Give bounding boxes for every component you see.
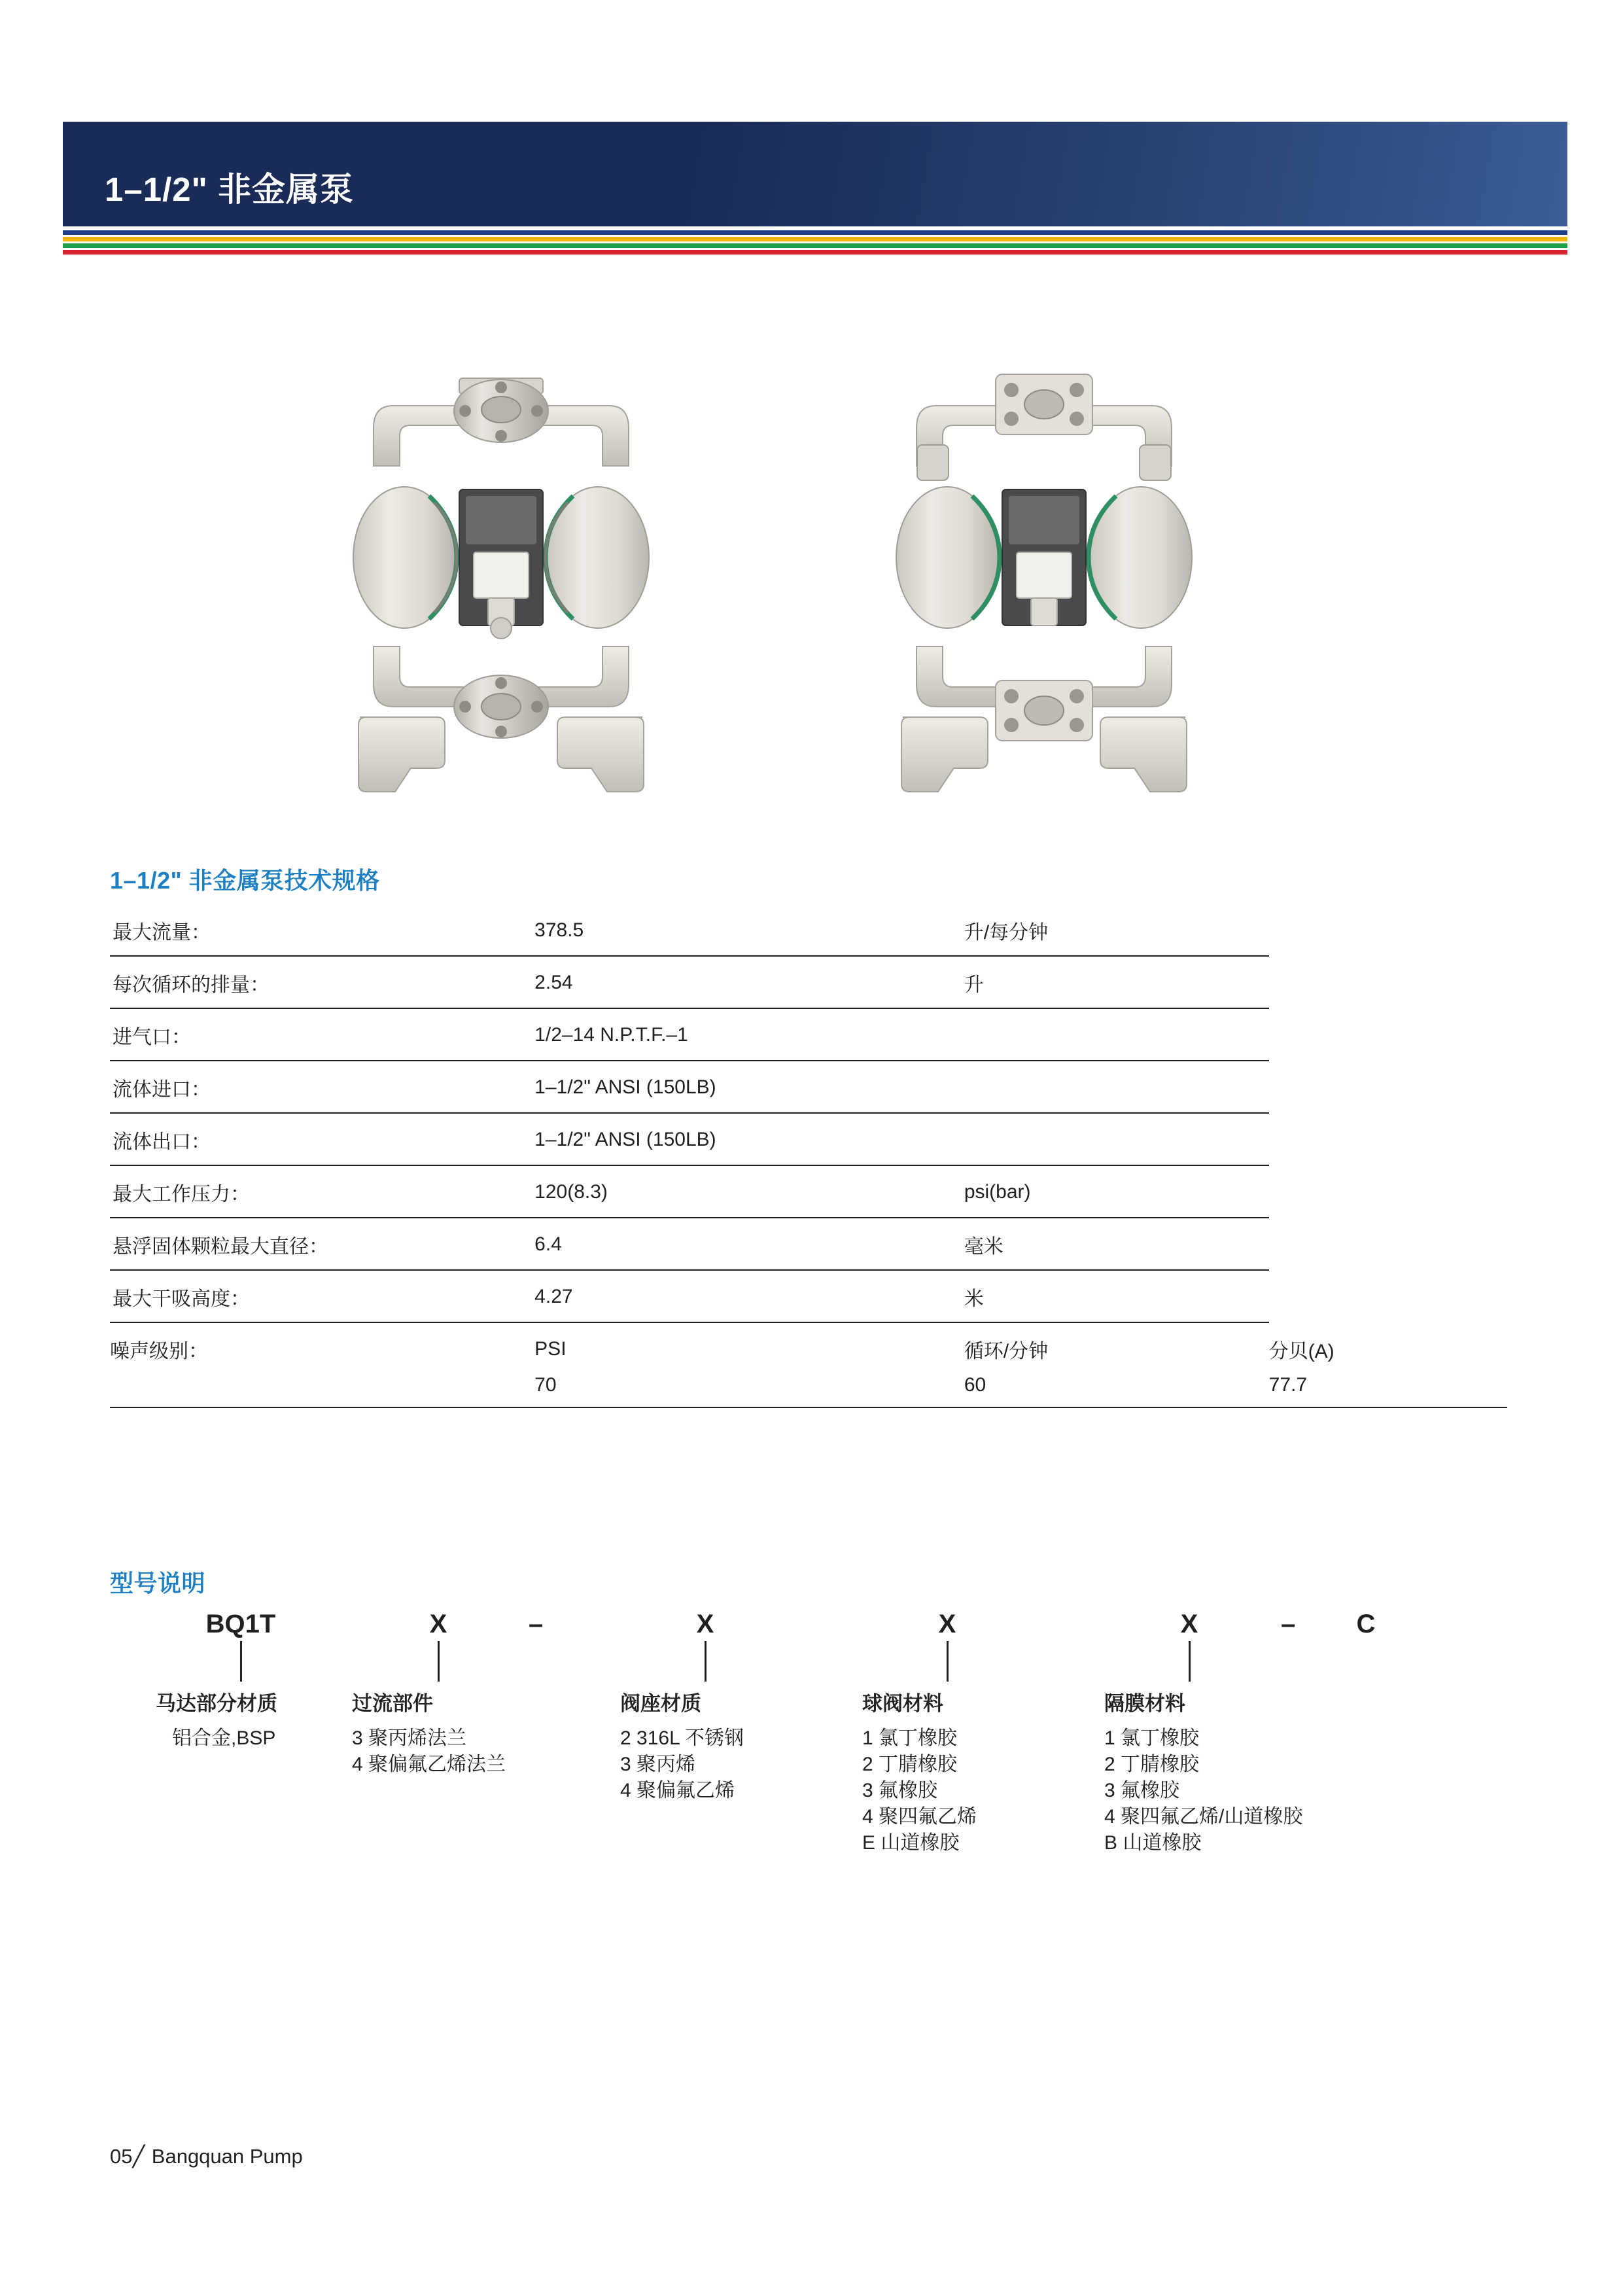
col-item: 2 316L 不锈钢 xyxy=(620,1727,744,1749)
footer-page-number: 05 xyxy=(110,2145,133,2168)
spec-label: 最大流量： xyxy=(110,904,534,956)
spec-label: 最大干吸高度： xyxy=(110,1270,534,1322)
spec-label: 最大工作压力： xyxy=(110,1165,534,1218)
table-row-noise-header xyxy=(110,1322,1507,1369)
col-item: B 山道橡胶 xyxy=(1104,1832,1202,1854)
col-item: 3 聚丙烯法兰 xyxy=(352,1727,467,1749)
table-row xyxy=(110,1270,1507,1322)
pump-illustration-bolted xyxy=(874,327,1214,811)
col-item: E 山道橡胶 xyxy=(862,1832,960,1854)
page-title: 1–1/2" 非金属泵 xyxy=(105,171,354,208)
spec-table xyxy=(110,904,1507,1408)
noise-value-psi: 70 xyxy=(534,1369,964,1407)
code-token-seat: X xyxy=(696,1610,714,1638)
spec-value: 2.54 xyxy=(534,956,964,1008)
footer xyxy=(110,2145,303,2168)
spec-value: 1/2–14 N.P.T.F.–1 xyxy=(534,1008,964,1061)
rule-red xyxy=(63,250,1567,255)
code-token-ball: X xyxy=(938,1610,956,1638)
col-item: 3 氟橡胶 xyxy=(862,1780,938,1801)
footer-brand: Bangquan Pump xyxy=(151,2145,303,2168)
table-row xyxy=(110,956,1507,1008)
stem-ball xyxy=(947,1641,949,1682)
spec-label: 进气口： xyxy=(110,1008,534,1061)
code-token-bq1t: BQ1T xyxy=(205,1610,276,1638)
spec-value: 120(8.3) xyxy=(534,1165,964,1218)
pump-illustration-flanged xyxy=(331,327,671,811)
pump-photo-left xyxy=(331,327,671,811)
noise-header-cycles: 循环/分钟 xyxy=(964,1341,1049,1362)
code-dash-2: – xyxy=(1281,1610,1296,1638)
code-token-trailing: C xyxy=(1356,1610,1376,1638)
spec-unit xyxy=(964,1008,1269,1061)
spec-unit xyxy=(964,1113,1269,1165)
spec-unit: 升 xyxy=(964,956,1269,1008)
model-code-diagram xyxy=(110,1603,1507,1969)
col-item: 3 氟橡胶 xyxy=(1104,1780,1180,1801)
col-item: 1 氯丁橡胶 xyxy=(862,1727,958,1749)
spec-unit: 升/每分钟 xyxy=(964,904,1269,956)
col-item: 2 丁腈橡胶 xyxy=(1104,1754,1200,1775)
code-token-wetted: X xyxy=(429,1610,447,1638)
col-title-seat: 阀座材质 xyxy=(620,1692,701,1715)
noise-header-psi: PSI xyxy=(534,1338,567,1360)
stem-seat xyxy=(705,1641,707,1682)
spec-value: 378.5 xyxy=(534,904,964,956)
col-item: 4 聚四氟乙烯 xyxy=(862,1806,977,1828)
model-code-row xyxy=(110,1610,1507,1655)
col-item: 3 聚丙烯 xyxy=(620,1754,696,1775)
header-rule-stack xyxy=(63,230,1567,255)
spec-value: 4.27 xyxy=(534,1270,964,1322)
spec-value: 1–1/2" ANSI (150LB) xyxy=(534,1113,964,1165)
table-row-noise-values xyxy=(110,1369,1507,1407)
noise-spacer xyxy=(110,1369,534,1407)
noise-value-cycles: 60 xyxy=(964,1369,1269,1407)
spec-unit xyxy=(964,1061,1269,1113)
table-row xyxy=(110,1061,1507,1113)
pump-photo-right xyxy=(874,327,1214,811)
spec-label: 每次循环的排量： xyxy=(110,956,534,1008)
table-row xyxy=(110,904,1507,956)
spec-unit: 毫米 xyxy=(964,1218,1269,1270)
col-title-diaphragm: 隔膜材料 xyxy=(1104,1692,1185,1715)
rule-yellow xyxy=(63,237,1567,241)
col-item: 4 聚四氟乙烯/山道橡胶 xyxy=(1104,1806,1303,1828)
col-item: 2 丁腈橡胶 xyxy=(862,1754,958,1775)
spec-unit: psi(bar) xyxy=(964,1165,1269,1218)
noise-value-db: 77.7 xyxy=(1269,1369,1507,1407)
model-heading: 型号说明 xyxy=(110,1570,206,1597)
table-row xyxy=(110,1008,1507,1061)
spec-label: 悬浮固体颗粒最大直径： xyxy=(110,1218,534,1270)
spec-label: 流体进口： xyxy=(110,1061,534,1113)
code-dash-1: – xyxy=(529,1610,544,1638)
stem-diaphragm xyxy=(1189,1641,1191,1682)
col-title-ball: 球阀材料 xyxy=(862,1692,943,1715)
stem-motor xyxy=(240,1641,242,1682)
stem-wetted xyxy=(438,1641,440,1682)
rule-blue xyxy=(63,230,1567,235)
rule-green xyxy=(63,243,1567,248)
spec-unit: 米 xyxy=(964,1270,1269,1322)
col-item: 4 聚偏氟乙烯 xyxy=(620,1780,735,1801)
col-title-wetted: 过流部件 xyxy=(352,1692,433,1715)
col-item: 1 氯丁橡胶 xyxy=(1104,1727,1200,1749)
table-row xyxy=(110,1113,1507,1165)
noise-header-db: 分贝(A) xyxy=(1268,1340,1335,1362)
product-photos xyxy=(63,308,1567,824)
spec-value: 1–1/2" ANSI (150LB) xyxy=(534,1061,964,1113)
code-token-diaphragm: X xyxy=(1180,1610,1198,1638)
footer-slash: ╱ xyxy=(132,2145,147,2168)
spec-value: 6.4 xyxy=(534,1218,964,1270)
spec-heading: 1–1/2" 非金属泵技术规格 xyxy=(110,867,380,894)
table-row xyxy=(110,1218,1507,1270)
col-item: 4 聚偏氟乙烯法兰 xyxy=(352,1754,506,1775)
noise-label: 噪声级别： xyxy=(110,1341,208,1362)
table-row xyxy=(110,1165,1507,1218)
col-item: 铝合金,BSP xyxy=(172,1727,276,1749)
col-title-motor: 马达部分材质 xyxy=(156,1692,277,1715)
spec-label: 流体出口： xyxy=(110,1113,534,1165)
